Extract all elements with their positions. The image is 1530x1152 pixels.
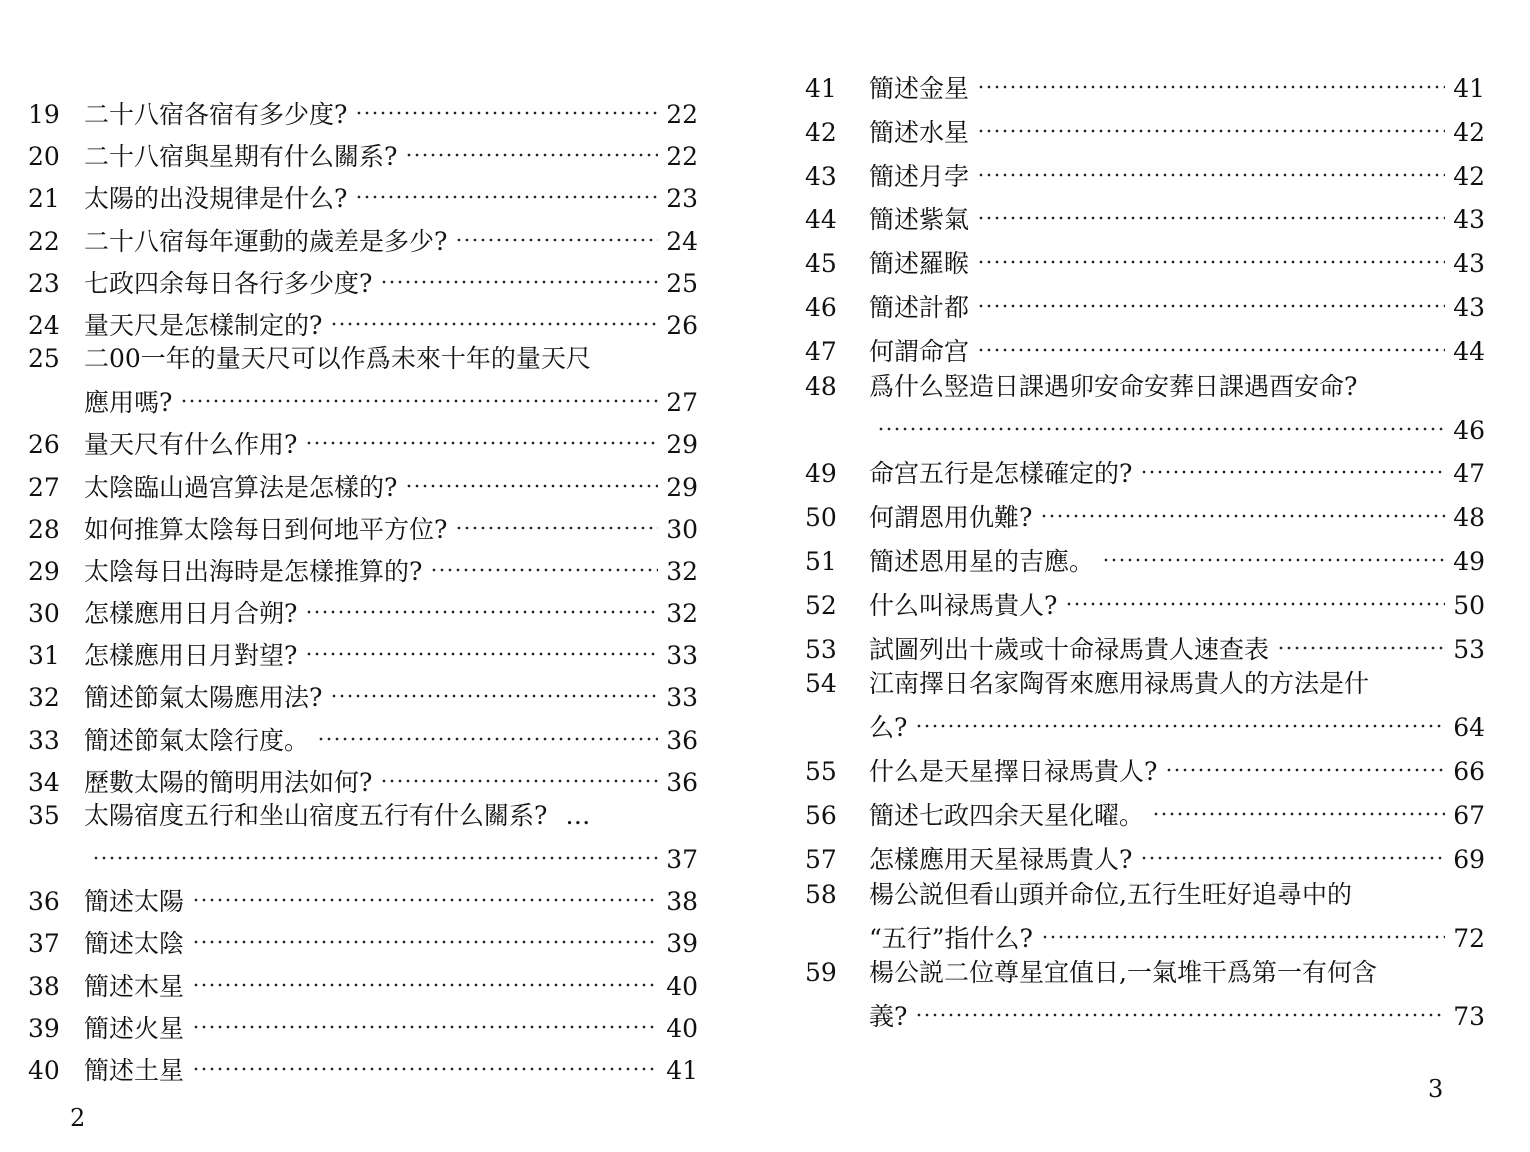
entry-title: 怎樣應用天星禄馬貴人?: [869, 844, 1133, 874]
entry-page: 43: [1453, 292, 1485, 322]
entry-title: 楊公説二位尊星宜值日,一氣堆干爲第一有何含: [869, 958, 1377, 988]
entry-title: 二十八宿各宿有多少度?: [84, 100, 348, 129]
entry-page: 37: [666, 845, 698, 874]
entry-title: 七政四余每日各行多少度?: [84, 268, 373, 298]
entry-page: 33: [666, 683, 698, 713]
entry-title: 試圖列出十歲或十命禄馬貴人速查表: [869, 634, 1270, 664]
leader-dots: [1140, 447, 1445, 482]
entry-page: 64: [1453, 713, 1485, 743]
leader-dots: [330, 671, 658, 706]
toc-entry: [28, 88, 698, 129]
toc-entry-line: [805, 877, 1485, 912]
entry-page: 48: [1453, 503, 1485, 533]
leader-dots: [1165, 745, 1445, 780]
toc-entry-line: [28, 798, 698, 833]
toc-entry-line: [805, 447, 1485, 489]
entry-number: 43: [805, 161, 837, 191]
toc-entry: [805, 666, 1485, 743]
toc-entry: [28, 257, 698, 298]
toc-entry: [28, 545, 698, 586]
entry-number: 31: [28, 641, 60, 671]
toc-entry: [28, 503, 698, 544]
toc-entry: [28, 461, 698, 502]
entry-title: 簡述水星: [869, 117, 970, 147]
toc-entry-continuation: [805, 701, 1485, 743]
toc-entry-line: [28, 130, 698, 172]
entry-page: 40: [666, 1013, 698, 1043]
entry-title: 怎樣應用日月對望?: [84, 641, 298, 671]
entry-page: 40: [666, 971, 698, 1001]
toc-entry-line: [805, 281, 1485, 322]
entry-page: 50: [1453, 590, 1485, 620]
toc-entry-line: [28, 172, 698, 214]
toc-entry-line: [28, 88, 698, 129]
entry-title: 簡述太陽: [84, 887, 185, 917]
toc-entry-line: [28, 1002, 698, 1043]
leader-dots: [1277, 623, 1445, 658]
toc-entry: [28, 130, 698, 172]
leader-dots: [92, 833, 658, 868]
entry-number: 54: [805, 669, 837, 699]
entry-title: 歷數太陽的簡明用法如何?: [84, 767, 373, 797]
toc-entry-line: [805, 623, 1485, 664]
entry-title-suffix: …: [565, 801, 591, 830]
toc-entry: [805, 833, 1485, 874]
entry-page: 47: [1453, 459, 1485, 489]
toc-entry-line: [805, 833, 1485, 874]
entry-page: 53: [1453, 634, 1485, 664]
entry-number: 51: [805, 546, 837, 576]
leader-dots: [305, 418, 658, 453]
toc-entry-line: [805, 579, 1485, 620]
entry-number: 25: [28, 344, 60, 374]
toc-entry: [805, 150, 1485, 191]
toc-entry: [28, 917, 698, 959]
entry-number: 27: [28, 472, 60, 502]
toc-entry-continuation: [805, 404, 1485, 445]
entry-number: 35: [28, 801, 60, 830]
toc-entry-continuation: [28, 833, 698, 874]
toc-entry: [28, 172, 698, 214]
entry-page: 36: [666, 725, 698, 755]
entry-title: 二十八宿與星期有什么關系?: [84, 142, 398, 172]
leader-dots: [1140, 833, 1445, 868]
leader-dots: [305, 629, 658, 664]
entry-title: 何謂恩用仇難?: [869, 503, 1033, 533]
entry-page: 27: [666, 388, 698, 418]
toc-entry: [805, 789, 1485, 830]
toc-entry-line: [28, 629, 698, 671]
toc-entry: [805, 62, 1485, 103]
entry-title: 楊公説但看山頭并命位,五行生旺好追尋中的: [869, 879, 1352, 909]
entry-number: 48: [805, 371, 837, 401]
entry-number: 53: [805, 634, 837, 664]
entry-title: 二十八宿每年運動的歲差是多少?: [84, 226, 448, 256]
entry-page: 41: [1453, 74, 1485, 103]
entry-number: 40: [28, 1055, 60, 1085]
entry-page: 73: [1453, 1002, 1485, 1032]
entry-page: 30: [666, 514, 698, 544]
entry-number: 29: [28, 556, 60, 586]
toc-entry: [28, 629, 698, 671]
toc-entry: [805, 369, 1485, 445]
toc-entry: [28, 960, 698, 1001]
entry-number: 56: [805, 800, 837, 830]
entry-title: 簡述金星: [869, 74, 970, 103]
entry-page: 44: [1453, 336, 1485, 366]
toc-entry: [28, 341, 698, 418]
toc-entry-line: [28, 418, 698, 460]
entry-title: 簡述木星: [84, 971, 185, 1001]
entry-page: 72: [1453, 923, 1485, 953]
leader-dots: [192, 1002, 658, 1037]
entry-number: 44: [805, 205, 837, 235]
toc-entry-line: [805, 535, 1485, 576]
toc-entry: [28, 875, 698, 917]
entry-page: 46: [1453, 415, 1485, 445]
leader-dots: [317, 714, 658, 749]
entry-page: 43: [1453, 249, 1485, 279]
entry-page: 36: [666, 767, 698, 797]
entry-title: 什么是天星擇日禄馬貴人?: [869, 757, 1158, 787]
toc-list: [28, 88, 698, 1086]
entry-number: 36: [28, 887, 60, 917]
entry-page: 24: [666, 226, 698, 256]
entry-number: 55: [805, 757, 837, 787]
entry-title: 簡述羅睺: [869, 249, 970, 279]
entry-page: 22: [666, 142, 698, 172]
entry-number: 45: [805, 249, 837, 279]
toc-entry: [805, 106, 1485, 147]
leader-dots: [977, 62, 1445, 97]
leader-dots: [330, 299, 658, 334]
entry-number: 21: [28, 184, 60, 214]
toc-entry-continuation: [28, 376, 698, 418]
entry-number: 20: [28, 142, 60, 172]
leader-dots: [192, 1044, 658, 1079]
entry-page: 49: [1453, 546, 1485, 576]
leader-dots: [380, 756, 658, 791]
toc-entry-line: [805, 955, 1485, 990]
entry-title: 太陽的出没規律是什么?: [84, 184, 348, 214]
leader-dots: [380, 257, 658, 292]
entry-number: 49: [805, 459, 837, 489]
leader-dots: [1040, 491, 1445, 526]
entry-title: 太陰每日出海時是怎樣推算的?: [84, 556, 423, 586]
toc-entry-line: [28, 960, 698, 1001]
entry-number: 39: [28, 1013, 60, 1043]
leader-dots: [192, 960, 658, 995]
page-number: 3: [1428, 1075, 1444, 1103]
toc-entry-line: [28, 545, 698, 586]
toc-entry: [28, 299, 698, 340]
entry-title-cont: 么?: [869, 713, 908, 743]
toc-entry-line: [805, 62, 1485, 103]
leader-dots: [455, 503, 658, 538]
entry-number: 22: [28, 226, 60, 256]
entry-title: 江南擇日名家陶胥來應用禄馬貴人的方法是什: [869, 669, 1370, 699]
leader-dots: [1102, 535, 1445, 570]
leader-dots: [305, 587, 658, 622]
entry-number: 34: [28, 767, 60, 797]
entry-number: 46: [805, 292, 837, 322]
leader-dots: [977, 193, 1445, 228]
entry-number: 32: [28, 683, 60, 713]
entry-page: 29: [666, 472, 698, 502]
leader-dots: [977, 281, 1445, 316]
entry-title: 簡述紫氣: [869, 205, 970, 235]
entry-title: 二00一年的量天尺可以作爲未來十年的量天尺: [84, 344, 591, 374]
toc-entry: [805, 623, 1485, 664]
entry-title: 簡述火星: [84, 1013, 185, 1043]
entry-page: 32: [666, 599, 698, 629]
entry-number: 42: [805, 117, 837, 147]
entry-number: 50: [805, 503, 837, 533]
leader-dots: [977, 237, 1445, 272]
entry-page: 29: [666, 430, 698, 460]
toc-entry-line: [28, 299, 698, 340]
leader-dots: [915, 990, 1445, 1025]
entry-page: 26: [666, 310, 698, 340]
toc-entry: [28, 671, 698, 713]
entry-number: 41: [805, 74, 837, 103]
entry-number: 30: [28, 599, 60, 629]
entry-title: 簡述七政四余天星化曜。: [869, 800, 1145, 830]
toc-entry-line: [28, 671, 698, 713]
toc-entry-line: [28, 714, 698, 755]
toc-entry-line: [28, 341, 698, 376]
toc-entry: [28, 798, 698, 874]
entry-page: 38: [666, 887, 698, 917]
entry-page: 39: [666, 929, 698, 959]
entry-number: 37: [28, 929, 60, 959]
entry-number: 47: [805, 336, 837, 366]
toc-entry-line: [28, 756, 698, 797]
entry-page: 22: [666, 100, 698, 129]
entry-title: 命宫五行是怎樣確定的?: [869, 459, 1133, 489]
toc-entry: [805, 955, 1485, 1032]
entry-number: 38: [28, 971, 60, 1001]
toc-entry: [28, 587, 698, 629]
leader-dots: [977, 325, 1445, 360]
leader-dots: [1152, 789, 1445, 824]
toc-entry-line: [28, 503, 698, 544]
leader-dots: [180, 376, 658, 411]
leader-dots: [977, 150, 1445, 185]
leader-dots: [355, 172, 658, 207]
entry-page: 42: [1453, 117, 1485, 147]
entry-title-cont: “五行”指什么?: [869, 923, 1033, 953]
toc-entry: [805, 237, 1485, 279]
leader-dots: [405, 461, 658, 496]
entry-page: 42: [1453, 161, 1485, 191]
toc-entry: [805, 491, 1485, 533]
toc-entry-line: [28, 1044, 698, 1085]
leader-dots: [430, 545, 658, 580]
entry-number: 19: [28, 100, 60, 129]
entry-title: 簡述節氣太陰行度。: [84, 725, 310, 755]
entry-number: 52: [805, 590, 837, 620]
entry-page: 23: [666, 184, 698, 214]
toc-entry-line: [805, 106, 1485, 147]
entry-title: 爲什么竪造日課遇卯安命安葬日課遇酉安命?: [869, 371, 1358, 401]
toc-entry: [28, 1002, 698, 1043]
toc-entry: [805, 745, 1485, 787]
left-page: [0, 0, 740, 1152]
toc-entry-line: [805, 237, 1485, 279]
entry-title: 簡述計都: [869, 292, 970, 322]
entry-number: 24: [28, 310, 60, 340]
entry-title: 太陰臨山過宫算法是怎樣的?: [84, 472, 398, 502]
toc-entry: [28, 714, 698, 755]
entry-title: 太陽宿度五行和坐山宿度五行有什么關系?: [84, 801, 548, 830]
toc-entry: [28, 756, 698, 797]
toc-entry-line: [805, 193, 1485, 235]
entry-title: 簡述太陰: [84, 929, 185, 959]
leader-dots: [915, 701, 1445, 736]
entry-title: 簡述土星: [84, 1055, 185, 1085]
entry-number: 26: [28, 430, 60, 460]
toc-entry-line: [805, 325, 1485, 366]
toc-entry: [28, 418, 698, 460]
leader-dots: [192, 875, 658, 910]
leader-dots: [405, 130, 658, 165]
toc-entry-line: [805, 666, 1485, 701]
entry-page: 67: [1453, 800, 1485, 830]
toc-entry-line: [28, 587, 698, 629]
leader-dots: [877, 404, 1445, 439]
entry-page: 25: [666, 268, 698, 298]
toc-entry: [805, 877, 1485, 953]
toc-entry: [805, 325, 1485, 366]
leader-dots: [192, 917, 658, 952]
entry-page: 69: [1453, 844, 1485, 874]
toc-entry-line: [805, 369, 1485, 404]
toc-entry-line: [805, 789, 1485, 830]
toc-entry: [805, 535, 1485, 576]
entry-title-cont: 義?: [869, 1002, 908, 1032]
entry-title: 簡述月孛: [869, 161, 970, 191]
toc-list: [805, 62, 1485, 1034]
entry-title: 量天尺有什么作用?: [84, 430, 298, 460]
right-page: [765, 0, 1530, 1152]
entry-page: 33: [666, 641, 698, 671]
toc-entry-continuation: [805, 990, 1485, 1032]
toc-entry-line: [28, 461, 698, 502]
toc-entry-line: [28, 917, 698, 959]
entry-title: 何謂命宫: [869, 336, 970, 366]
entry-title: 簡述恩用星的吉應。: [869, 546, 1095, 576]
entry-number: 33: [28, 725, 60, 755]
entry-title: 量天尺是怎樣制定的?: [84, 310, 323, 340]
entry-number: 28: [28, 514, 60, 544]
entry-title: 什么叫禄馬貴人?: [869, 590, 1058, 620]
toc-entry-line: [28, 875, 698, 917]
toc-entry: [805, 579, 1485, 620]
leader-dots: [1065, 579, 1445, 614]
entry-number: 59: [805, 958, 837, 988]
entry-number: 57: [805, 844, 837, 874]
entry-number: 23: [28, 268, 60, 298]
entry-number: 58: [805, 879, 837, 909]
toc-entry: [28, 215, 698, 256]
toc-entry: [28, 1044, 698, 1085]
toc-entry-line: [28, 215, 698, 256]
toc-entry-line: [805, 150, 1485, 191]
entry-page: 43: [1453, 205, 1485, 235]
toc-entry: [805, 193, 1485, 235]
toc-entry-continuation: [805, 912, 1485, 953]
toc-entry-line: [805, 491, 1485, 533]
entry-title: 簡述節氣太陽應用法?: [84, 683, 323, 713]
entry-title: 如何推算太陰每日到何地平方位?: [84, 514, 448, 544]
entry-title: 怎樣應用日月合朔?: [84, 599, 298, 629]
toc-entry: [805, 281, 1485, 322]
toc-entry-line: [805, 745, 1485, 787]
leader-dots: [1041, 912, 1445, 947]
leader-dots: [355, 88, 658, 123]
page-number: 2: [70, 1104, 86, 1132]
entry-page: 66: [1453, 757, 1485, 787]
leader-dots: [977, 106, 1445, 141]
leader-dots: [455, 215, 658, 250]
entry-title-cont: 應用嗎?: [84, 388, 173, 418]
toc-entry: [805, 447, 1485, 489]
toc-entry-line: [28, 257, 698, 298]
entry-page: 32: [666, 556, 698, 586]
entry-page: 41: [666, 1055, 698, 1085]
